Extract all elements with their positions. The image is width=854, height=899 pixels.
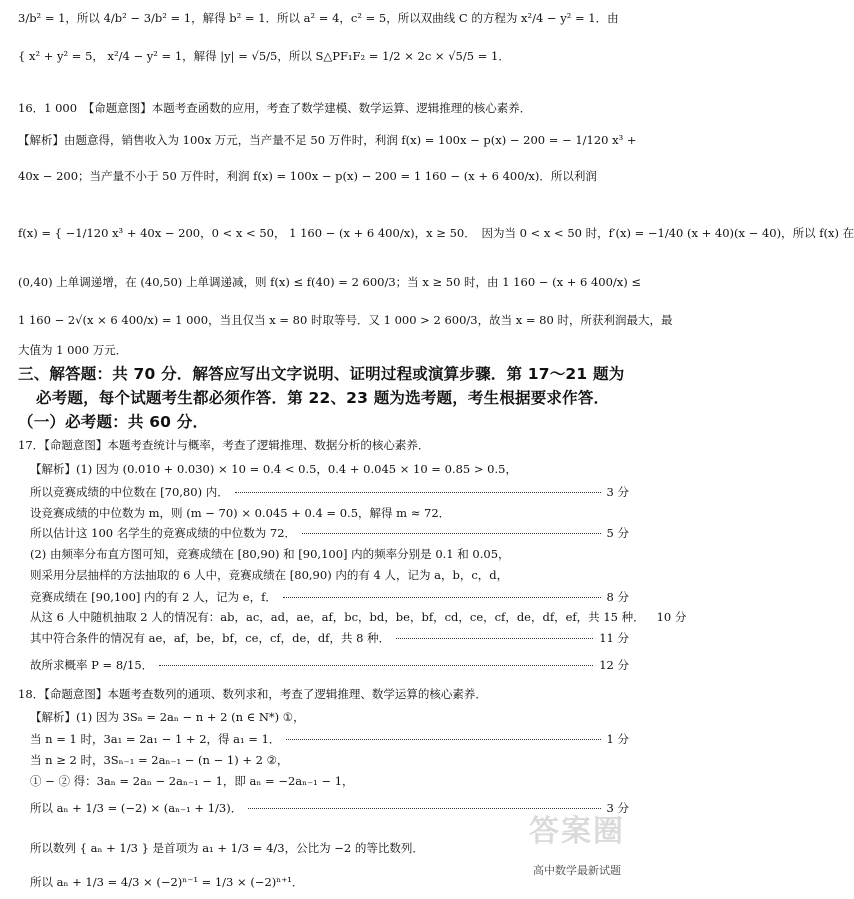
solution-line: 则采用分层抽样的方法抽取的 6 人中，竞赛成绩在 [80,90) 内的有 4 人，记为 a，b，c，d， [30,568,509,582]
text-line: { x² + y² = 5， x²/4 − y² = 1，解得 |y| = √5/5，所以 S△PF₁F₂ = 1/2 × 2c × √5/5 = 1． [18,49,510,63]
text-line: 16．1 000 【命题意图】本题考查函数的应用，考查了数学建模、数学运算、逻辑推理的核心素养． [18,101,532,115]
solution-line: ① − ② 得：3aₙ = 2aₙ − 2aₙ₋₁ − 1，即 aₙ = −2aₙ₋₁ − 1， [30,774,354,788]
solution-line: 所以 aₙ + 1/3 = 4/3 × (−2)ⁿ⁻¹ = 1/3 × (−2)ⁿ⁺¹． [30,875,304,889]
score-mark: 12 分 [599,658,629,672]
solution-text: 其中符合条件的情况有 ae，af，be，bf，ce，cf，de，df，共 8 种． [30,631,391,645]
subsection-heading: （一）必考题：共 60 分． [18,413,209,431]
text-line: 40x − 200；当产量不小于 50 万件时，利润 f(x) = 100x − p(x) − 200 = 1 160 − (x + 6 400/x)．所以利润 [18,169,597,183]
text-line: 大值为 1 000 万元． [18,343,128,357]
solution-line [30,484,629,500]
question-intent: 17．【命题意图】本题考查统计与概率，考查了逻辑推理、数据分析的核心素养． [18,438,430,452]
dot-leader [159,664,593,666]
text-line: f(x) = { −1/120 x³ + 40x − 200，0 < x < 50， 1 160 − (x + 6 400/x)，x ≥ 50． 因为当 0 < x < 50 时，f′(x) = −1/40 (x + 40)(x − 40)，所以 f(x) 在 [18,226,854,240]
text-line: 3/b² = 1，所以 4/b² − 3/b² = 1，解得 b² = 1．所以 a² = 4，c² = 5，所以双曲线 C 的方程为 x²/4 − y² = 1．由 [18,11,619,25]
solution-line: 当 n ≥ 2 时，3Sₙ₋₁ = 2aₙ₋₁ − (n − 1) + 2 ②， [30,753,289,767]
solution-text: 所以 aₙ + 1/3 = (−2) × (aₙ₋₁ + 1/3)． [30,801,243,815]
solution-line [30,630,629,646]
solution-text: 从这 6 人中随机抽取 2 人的情况有：ab，ac，ad，ae，af，bc，bd，be，bf，cd，ce，cf，de，df，ef，共 15 种． [30,610,645,624]
dot-leader [235,491,601,493]
dot-leader [286,738,600,740]
dot-leader [302,532,600,534]
solution-text: 所以竞赛成绩的中位数在 [70,80) 内． [30,485,229,499]
score-mark: 8 分 [606,590,629,604]
text-line: 1 160 − 2√(x × 6 400/x) = 1 000，当且仅当 x = 80 时取等号．又 1 000 > 2 600/3，故当 x = 80 时，所获利润最大，最 [18,313,673,327]
solution-line: 设竞赛成绩的中位数为 m，则 (m − 70) × 0.045 + 0.4 = 0.5，解得 m ≈ 72． [30,506,451,520]
text-line: (0,40) 上单调递增，在 (40,50) 上单调递减，则 f(x) ≤ f(40) = 2 600/3；当 x ≥ 50 时，由 1 160 − (x + 6 400/x) ≤ [18,275,642,289]
solution-line [30,731,629,747]
solution-text: 故所求概率 P = 8/15． [30,658,154,672]
score-mark: 5 分 [606,526,629,540]
score-mark: 3 分 [606,801,629,815]
score-mark: 11 分 [599,631,629,645]
section-heading: 必考题，每个试题考生都必须作答．第 22、23 题为选考题，考生根据要求作答． [36,389,610,407]
solution-text: 竞赛成绩在 [90,100] 内的有 2 人，记为 e，f． [30,590,277,604]
solution-text: 所以估计这 100 名学生的竞赛成绩的中位数为 72． [30,526,297,540]
solution-line [30,609,687,625]
solution-line: (2) 由频率分布直方图可知，竞赛成绩在 [80,90) 和 [90,100] 内的频率分别是 0.1 和 0.05， [30,547,510,561]
dot-leader [396,637,593,639]
score-mark: 3 分 [606,485,629,499]
score-mark: 10 分 [656,610,687,624]
dot-leader [283,596,601,598]
solution-line: 【解析】(1) 因为 3Sₙ = 2aₙ − n + 2 (n ∈ N*) ①， [30,710,305,724]
text-line: 【解析】由题意得，销售收入为 100x 万元，当产量不足 50 万件时，利润 f(x) = 100x − p(x) − 200 = − 1/120 x³ + [18,133,637,147]
solution-line [30,589,629,605]
watermark-logo: 答案圈 [529,814,625,849]
solution-line [30,657,629,673]
solution-line: 所以数列 { aₙ + 1/3 } 是首项为 a₁ + 1/3 = 4/3，公比为 −2 的等比数列． [30,841,424,855]
section-heading: 三、解答题：共 70 分．解答应写出文字说明、证明过程或演算步骤．第 17～21 题为 [18,365,625,383]
question-intent: 18．【命题意图】本题考查数列的通项、数列求和，考查了逻辑推理、数学运算的核心素养． [18,687,487,701]
solution-line: 【解析】(1) 因为 (0.010 + 0.030) × 10 = 0.4 < 0.5，0.4 + 0.045 × 10 = 0.85 > 0.5， [30,462,517,476]
solution-line [30,525,629,541]
watermark-caption: 高中数学最新试题 [533,864,621,877]
score-mark: 1 分 [606,732,629,746]
solution-text: 当 n = 1 时，3a₁ = 2a₁ − 1 + 2，得 a₁ = 1． [30,732,281,746]
